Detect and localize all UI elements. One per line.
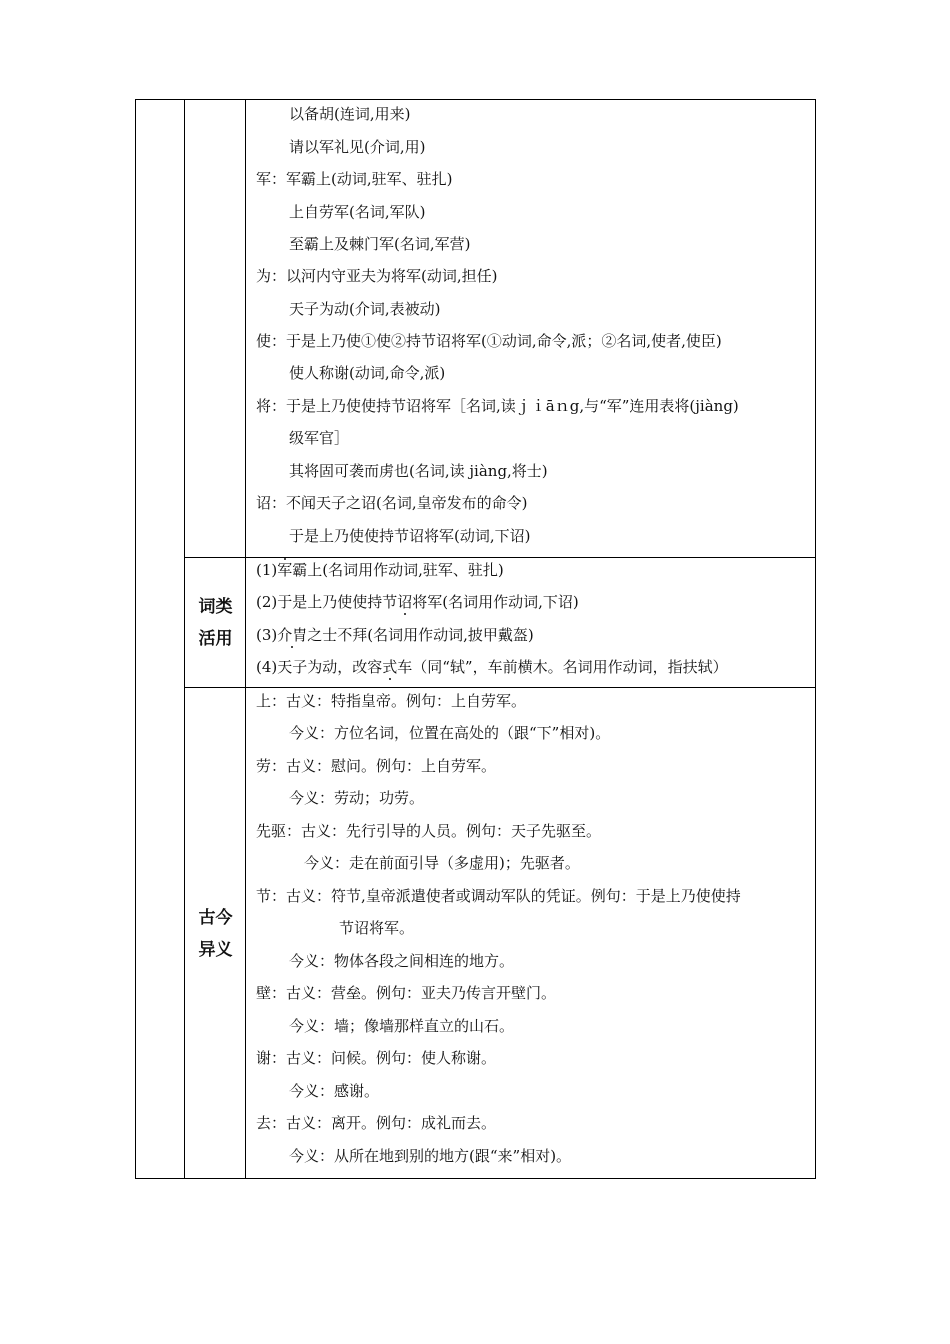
top-line-5: 至霸上及棘门军(名词,军营) <box>289 235 471 253</box>
top-line-9: 使人称谢(动词,命令,派) <box>289 364 446 382</box>
gujin-line-10: 壁：古义：营垒。例句：亚夫乃传言开壁门。 <box>256 984 557 1002</box>
cilei-label-line-1: 词类 <box>198 596 233 617</box>
gujin-line-3: 劳：古义：慰问。例句：上自劳军。 <box>256 757 497 775</box>
gujin-line-11: 今义：墙；像墙那样直立的山石。 <box>289 1017 515 1035</box>
cilei-label <box>185 558 246 687</box>
row-divider-1 <box>185 557 815 558</box>
row-divider-2 <box>185 687 815 688</box>
gujin-line-12: 谢：古义：问候。例句：使人称谢。 <box>256 1049 497 1067</box>
gujin-line-5: 先驱：古义：先行引导的人员。例句：天子先驱至。 <box>256 822 602 840</box>
gujin-line-9: 今义：物体各段之间相连的地方。 <box>289 952 515 970</box>
top-line-7: 天子为动(介词,表被动) <box>289 300 441 318</box>
top-line-3: 军：军霸上(动词,驻军、驻扎) <box>256 170 453 188</box>
cilei-item-1: (1)军霸上(名词用作动词,驻军、驻扎) <box>256 561 504 579</box>
gujin-line-15: 今义：从所在地到别的地方(跟“来”相对)。 <box>289 1147 572 1165</box>
top-line-10: 将：于是上乃使使持节诏将军［名词,读ｊｉāｎg,与“军”连用表将(jiàng) <box>256 397 739 415</box>
gujin-line-6: 今义：走在前面引导（多虚用)；先驱者。 <box>304 854 580 872</box>
top-line-6: 为：以河内守亚夫为将军(动词,担任) <box>256 267 498 285</box>
cilei-item-2: (2)于是上乃使使持节诏将军(名词用作动词,下诏) <box>256 593 579 611</box>
gujin-line-13: 今义：感谢。 <box>289 1082 380 1100</box>
top-line-11: 级军官］ <box>289 429 350 447</box>
gujin-line-1: 上：古义：特指皇帝。例句：上自劳军。 <box>256 692 527 710</box>
gujin-line-7: 节：古义：符节,皇帝派遣使者或调动军队的凭证。例句：于是上乃使使持 <box>256 887 741 905</box>
top-line-13: 诏：不闻天子之诏(名词,皇帝发布的命令) <box>256 494 528 512</box>
gujin-line-14: 去：古义：离开。例句：成礼而去。 <box>256 1114 497 1132</box>
cilei-item-3: (3)介胄之士不拜(名词用作动词,披甲戴盔) <box>256 626 534 644</box>
vocabulary-table <box>135 99 816 1179</box>
gujin-line-8: 节诏将军。 <box>339 919 415 937</box>
cilei-item-4: (4)天子为动，改容式车（同“轼”，车前横木。名词用作动词，指扶轼） <box>256 658 728 676</box>
cilei-label-line-2: 活用 <box>198 628 233 649</box>
top-line-8: 使：于是上乃使①使②持节诏将军(①动词,命令,派；②名词,使者,使臣) <box>256 332 722 350</box>
top-line-14: 于是上乃使使持节诏将军(动词,下诏) <box>289 527 531 545</box>
top-line-1: 以备胡(连词,用来) <box>289 105 411 123</box>
top-line-12: 其将固可袭而虏也(名词,读 jiàng,将士) <box>289 462 548 480</box>
top-line-2: 请以军礼见(介词,用) <box>289 138 426 156</box>
top-line-4: 上自劳军(名词,军队) <box>289 203 426 221</box>
gujin-line-4: 今义：劳动；功劳。 <box>289 789 425 807</box>
gujin-label-line-1: 古今 <box>198 907 233 928</box>
gujin-label-line-2: 异义 <box>198 939 233 960</box>
gujin-line-2: 今义：方位名词，位置在高处的（跟“下”相对)。 <box>289 724 611 742</box>
gujin-label <box>185 688 246 1179</box>
